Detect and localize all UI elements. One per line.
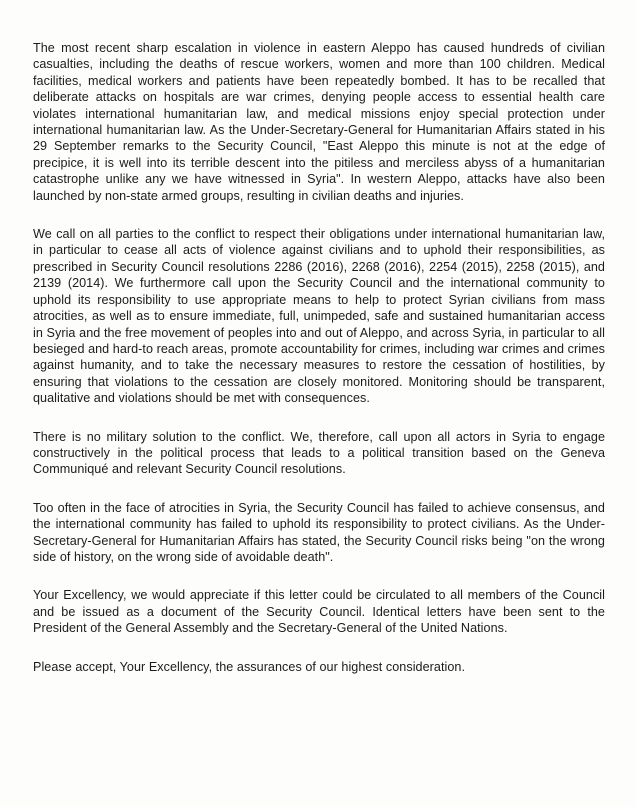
paragraph-closing: Please accept, Your Excellency, the assurances of our highest consideration. (33, 659, 466, 674)
paragraph-security-council-failure: Too often in the face of atrocities in Syria, the Security Council has failed to achieve consensus, and the international community has failed to uphold its responsibility to protect civilians. As the Under-Secretary-General for Humanitarian Affairs has stated, the Security Council risks being "on the wrong side of history, on the wrong side of avoidable death". (33, 500, 605, 564)
paragraph-call-on-parties: We call on all parties to the conflict to respect their obligations under international humanitarian law, in particular to cease all acts of violence against civilians and to uphold their responsibilities, as prescribed in Security Council resolutions 2286 (2016), 2268 (2016), 2254 (2015), 2258 (2015), and 2139 (2014). We furthermore call upon the Security Council and the international community to uphold its responsibility to use appropriate means to help to protect Syrian civilians from mass atrocities, as well as to ensure immediate, full, unimpeded, safe and sustained humanitarian access in Syria and the free movement of peoples into and out of Aleppo, and across Syria, in particular to all besieged and hard-to reach areas, promote accountability for crimes, including war crimes and crimes against humanity, and to take the necessary measures to restore the cessation of hostilities, by ensuring that violations to the cessation are closely monitored. Monitoring should be transparent, qualitative and violations should be met with consequences. (33, 227, 605, 406)
paragraph-aleppo-escalation: The most recent sharp escalation in violence in eastern Aleppo has caused hundreds of civilian casualties, including the deaths of rescue workers, women and more than 100 children. Medical facilities, medical workers and patients have been repeatedly bombed. It has to be recalled that deliberate attacks on hospitals are war crimes, denying people access to essential health care violates international humanitarian law, and medical missions enjoy special protection under international humanitarian law. As the Under-Secretary-General for Humanitarian Affairs stated in his 29 September remarks to the Security Council, "East Aleppo this minute is not at the edge of precipice, it is well into its terrible descent into the pitiless and merciless abyss of a humanitarian catastrophe unlike any we have witnessed in Syria". In western Aleppo, attacks have also been launched by non-state armed groups, resulting in civilian deaths and injuries. (33, 41, 605, 203)
paragraph-circulation-request: Your Excellency, we would appreciate if this letter could be circulated to all members of the Council and be issued as a document of the Security Council. Identical letters have been sent to the President of the General Assembly and the Secretary-General of the United Nations. (33, 588, 605, 636)
letter-body (33, 40, 605, 675)
paragraph-no-military-solution: There is no military solution to the conflict. We, therefore, call upon all actors in Syria to engage constructively in the political process that leads to a political transition based on the Geneva Communiqué and relevant Security Council resolutions. (33, 429, 605, 477)
